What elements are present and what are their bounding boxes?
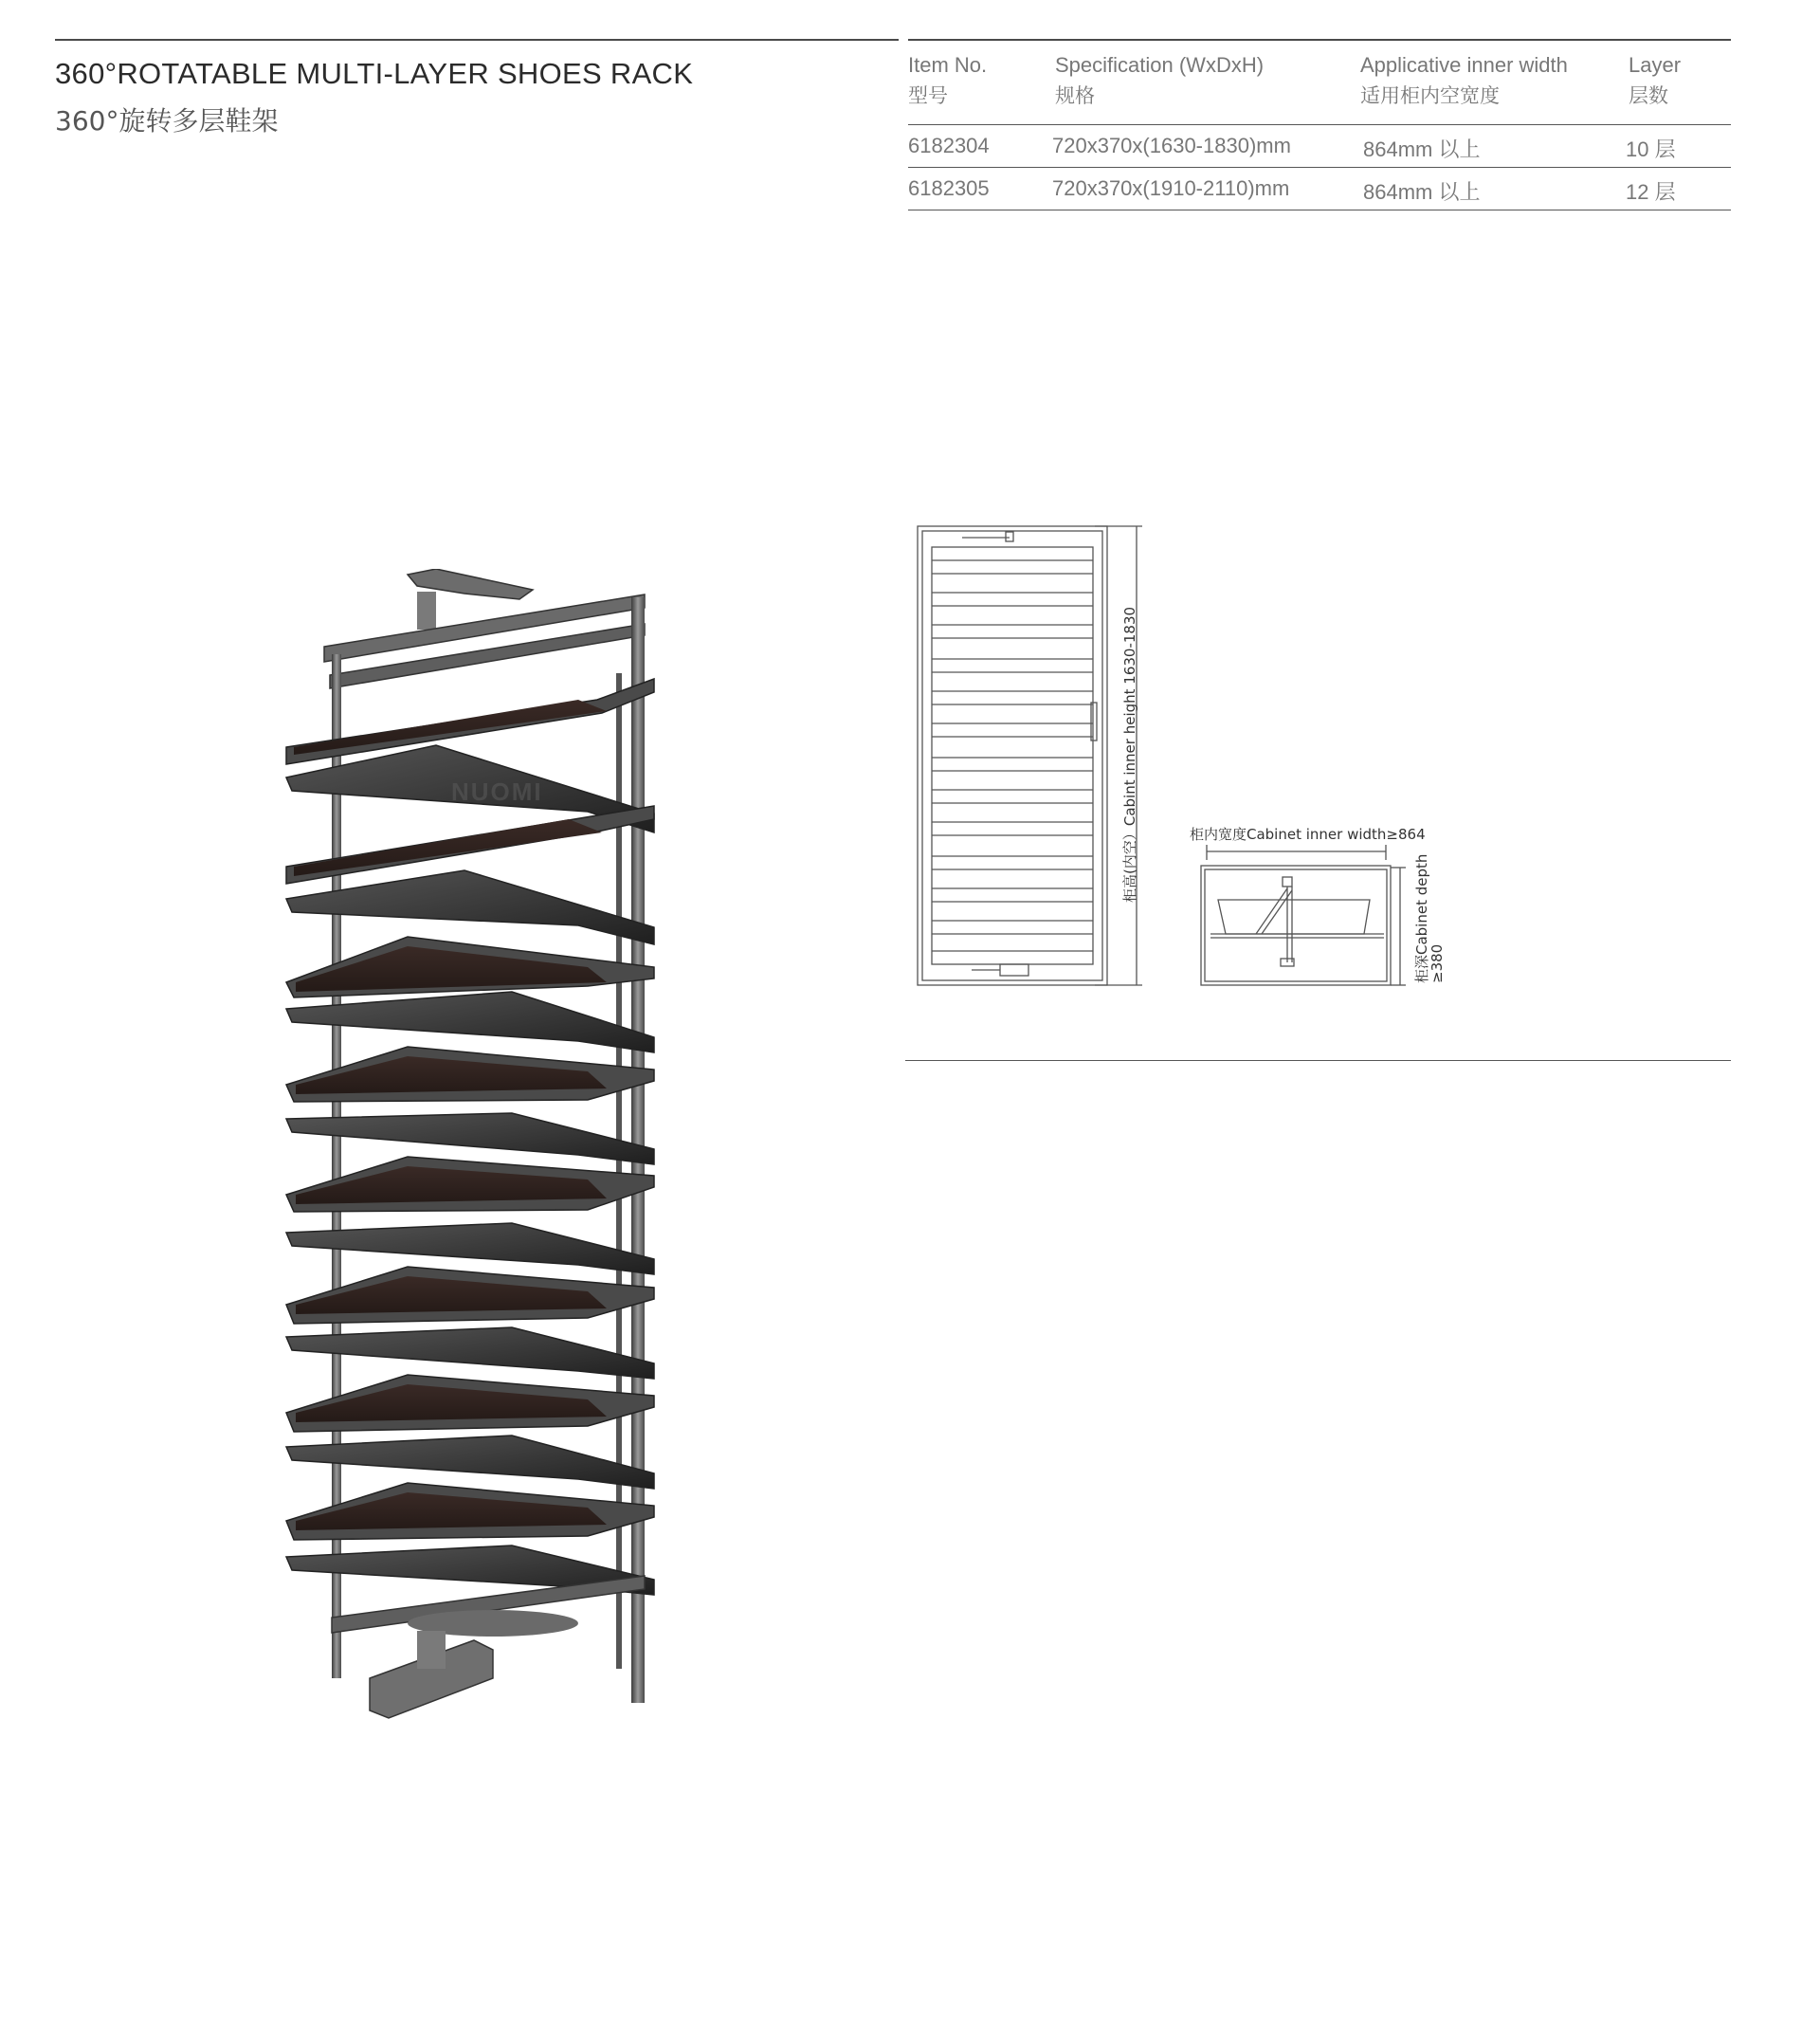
table-row (908, 168, 1731, 210)
header-inner-width (1360, 50, 1568, 111)
spec-table-header (908, 50, 1731, 124)
header-inner-width-en: Applicative inner width (1360, 53, 1568, 77)
header-item-no (908, 50, 987, 111)
header-specification-cn: 规格 (1055, 84, 1095, 107)
cell-specification: 720x370x(1630-1830)mm (1052, 134, 1291, 157)
top-view-drawing (1201, 845, 1406, 985)
front-elevation-drawing (918, 526, 1142, 985)
technical-drawings (905, 517, 1739, 1010)
cabinet-depth-label: 柜深Cabinet depth (1413, 853, 1430, 983)
top-rule-left (55, 39, 899, 41)
cabinet-inner-width-label: 柜内宽度Cabinet inner width≥864 (1190, 826, 1426, 843)
header-layer-en: Layer (1629, 53, 1682, 77)
photo-watermark: NUOMI (451, 777, 543, 806)
table-row (908, 125, 1731, 167)
cabinet-height-label: 柜高(内空）Cabint inner height 1630-1830 (1121, 606, 1138, 903)
top-bracket (324, 569, 645, 688)
header-inner-width-cn: 适用柜内空宽度 (1360, 84, 1500, 107)
spec-table (908, 50, 1731, 210)
product-title-en: 360°ROTATABLE MULTI-LAYER SHOES RACK (55, 57, 694, 90)
header-specification (1055, 50, 1264, 111)
cell-item-no: 6182304 (908, 134, 990, 157)
cell-specification: 720x370x(1910-2110)mm (1052, 176, 1290, 200)
cell-layer: 10 层 (1626, 137, 1676, 161)
cell-item-no: 6182305 (908, 176, 990, 200)
header-item-no-cn: 型号 (908, 84, 948, 107)
cell-inner-width: 864mm 以上 (1363, 180, 1481, 204)
top-rule-right (908, 39, 1731, 41)
header-item-no-en: Item No. (908, 53, 988, 77)
shoe-rack-photo (275, 569, 711, 1735)
cell-inner-width: 864mm 以上 (1363, 137, 1481, 161)
section-divider (905, 1060, 1731, 1061)
header-specification-en: Specification (WxDxH) (1055, 53, 1265, 77)
header-layer-cn: 层数 (1629, 84, 1668, 107)
cabinet-depth-value: ≥380 (1429, 943, 1446, 983)
product-title-cn: 360°旋转多层鞋架 (55, 105, 279, 137)
bottom-base (332, 1576, 645, 1718)
shoe-trays (286, 679, 654, 1595)
cell-layer: 12 层 (1626, 180, 1676, 204)
header-layer (1629, 50, 1681, 111)
